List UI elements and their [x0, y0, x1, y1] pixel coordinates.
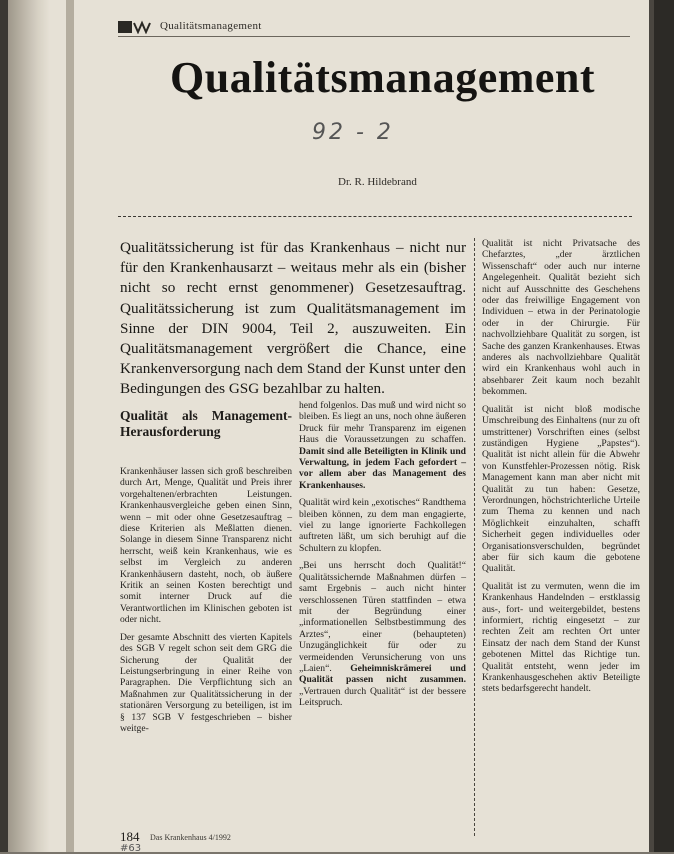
page-spine-shadow — [8, 0, 50, 852]
journal-logo-icon — [118, 20, 154, 34]
paragraph-text: „Vertrauen durch Qualität“ ist der bessere Leitspruch. — [299, 685, 466, 709]
handwritten-folio: #63 — [120, 843, 142, 854]
dashed-divider — [118, 216, 632, 217]
header-rule — [118, 36, 630, 37]
paragraph-emphasis: Damit sind alle Beteiligten in Klinik und Verwaltung, in jedem Fach gefordert – vor allem aber das Management des Krankenhauses. — [299, 445, 466, 491]
scan-border-right-dark — [654, 0, 674, 852]
column-1 — [120, 408, 292, 740]
paragraph: Qualität ist zu vermuten, wenn die im Krankenhaus Handelnden – erstklassig aus-, fort- und weitergebildet, bestens informiert, richtig eingesetzt – zur rechten Zeit am rechten Ort unter Einsatz der nach dem Stand der Kunst gebotenen Mittel das Richtige tun. Qualität entsteht, wenn jeder im Krankenhausgeschehen aktiv Beteiligte stets bedarfsgerecht handelt. — [482, 580, 640, 695]
subheading: Qualität als Management-Herausforderung — [120, 408, 292, 439]
column-2 — [299, 400, 466, 715]
article-author: Dr. R. Hildebrand — [338, 176, 417, 188]
handwritten-note: 92 - 2 — [312, 120, 394, 145]
scan-border-left — [0, 0, 8, 852]
paragraph — [299, 560, 466, 708]
section-label: Qualitätsmanagement — [160, 20, 262, 32]
lead-paragraph: Qualitätssicherung ist für das Krankenhaus – nicht nur für den Krankenhausarzt – weitaus mehr als ein (bisher nicht so recht ernst genommener) Gesetzesauftrag. Qualitätssicherung ist zum Qualitätsmanagement im Sinne der DIN 9004, Teil 2, auszuweiten. Ein Qualitätsmanagement vergrößert die Chance, eine Krankenversorgung nach dem Stand der Kunst unter den Bedingungen des GSG bezahlbar zu halten. — [120, 239, 466, 398]
column-1-body — [120, 466, 292, 734]
paragraph: Qualität ist nicht bloß modische Umschreibung des Einhaltens (nur zu oft umstrittener) Vorschriften eines (selbst zuständigen Hygiene „Papstes“). Qualität ist nicht allein für die Abwehr von Kunstfehler-Prozessen nötig. Risk Management kann man aber nicht mit Qualität zu tun haben: Gesetze, Verordnungen, höchstrichterliche Urteile zum Thema zu kennen und nach Möglichkeit einzuhalten, schafft Sicherheit gegen individuelles oder Organisationsverschulden, begründet aber für sich kaum die gebotene Qualität. — [482, 403, 640, 575]
page-gutter — [66, 0, 74, 852]
paragraph-emphasis: Geheimniskrämerei und Qualität passen nicht zusammen. — [299, 662, 466, 686]
paragraph: Der gesamte Abschnitt des vierten Kapitels des SGB V regelt schon seit dem GRG die Sicherung der Qualität der Leistungserbringung in einer Reihe von Paragraphen. Die Verpflichtung sich an Maßnahmen zur Qualitätssicherung in der stationären Versorgung zu beteiligen, ist im § 137 SGB V festgeschrieben – bisher weitge- — [120, 631, 292, 734]
journal-footer: Das Krankenhaus 4/1992 — [150, 833, 231, 842]
page-number: 184 — [120, 829, 140, 844]
article-title: Qualitätsmanagement — [170, 53, 596, 102]
paragraph-text: hend folgenlos. Das muß und wird nicht so bleiben. Es liegt an uns, noch ohne äußeren Druck für mehr Transparenz im eigenen Haus die Voraussetzungen zu schaffen. — [299, 400, 466, 446]
paragraph-text: „Bei uns herrscht doch Qualität!“ Qualitätssichernde Maßnahmen dürfen – samt Ergebnis – auch nicht hinter verschlossenen Türen stattfinden – etwa mit der Begründung einer „informationellen Selbstbestimmung des Arztes“, einer (behaupteten) Unzugänglichkeit für oder zu vermeidenden Verunsicherung von uns „Laien“. — [299, 560, 466, 674]
paragraph: Krankenhäuser lassen sich groß beschreiben durch Art, Menge, Qualität und Preis ihrer vorgehaltenen/erbrachten Leistungen. Krankenhausvergleiche geben einen Sinn, wenn – mit oder ohne Gesetzesauftrag – diese Kriterien als Meßlatten dienen. Solange in diesem Sinne Transparenz nicht herrscht, weiß kein Krankenhaus, wie es selbst im Vergleich zu anderen Krankenhäusern dasteht, noch, ob äußere Kritik an seinen Kosten berechtigt und somit interner Druck auf die Verantwortlichen im Klinischen geboten ist oder nicht. — [120, 466, 292, 626]
column-3 — [482, 238, 640, 701]
paragraph: Qualität ist nicht Privatsache des Chefarztes, „der ärztlichen Wissenschaft“ oder auch nur interne Angelegenheit. Qualität bezieht sich nicht auf Ausschnitte des Geschehens oder das freiwillige Engagement von Individuen – etwa in der Perinatologie oder in der Chirurgie. Für nachvollziehbare Qualität zu sorgen, ist Sache des ganzen Krankenhauses. Etwas anderes als nachvollziehbare Qualität wird ein Krankenhaus wohl auch in absehbarer Zeit kaum noch bezahlt bekommen. — [482, 238, 640, 398]
paragraph: Qualität wird kein „exotisches“ Randthema bleiben können, zu dem man engagierte, viel zu lange ignorierte Fachkollegen auftreten läßt, um sich beruhigt auf die Schultern zu klopfen. — [299, 497, 466, 554]
column-divider — [474, 238, 475, 836]
paragraph — [299, 400, 466, 491]
